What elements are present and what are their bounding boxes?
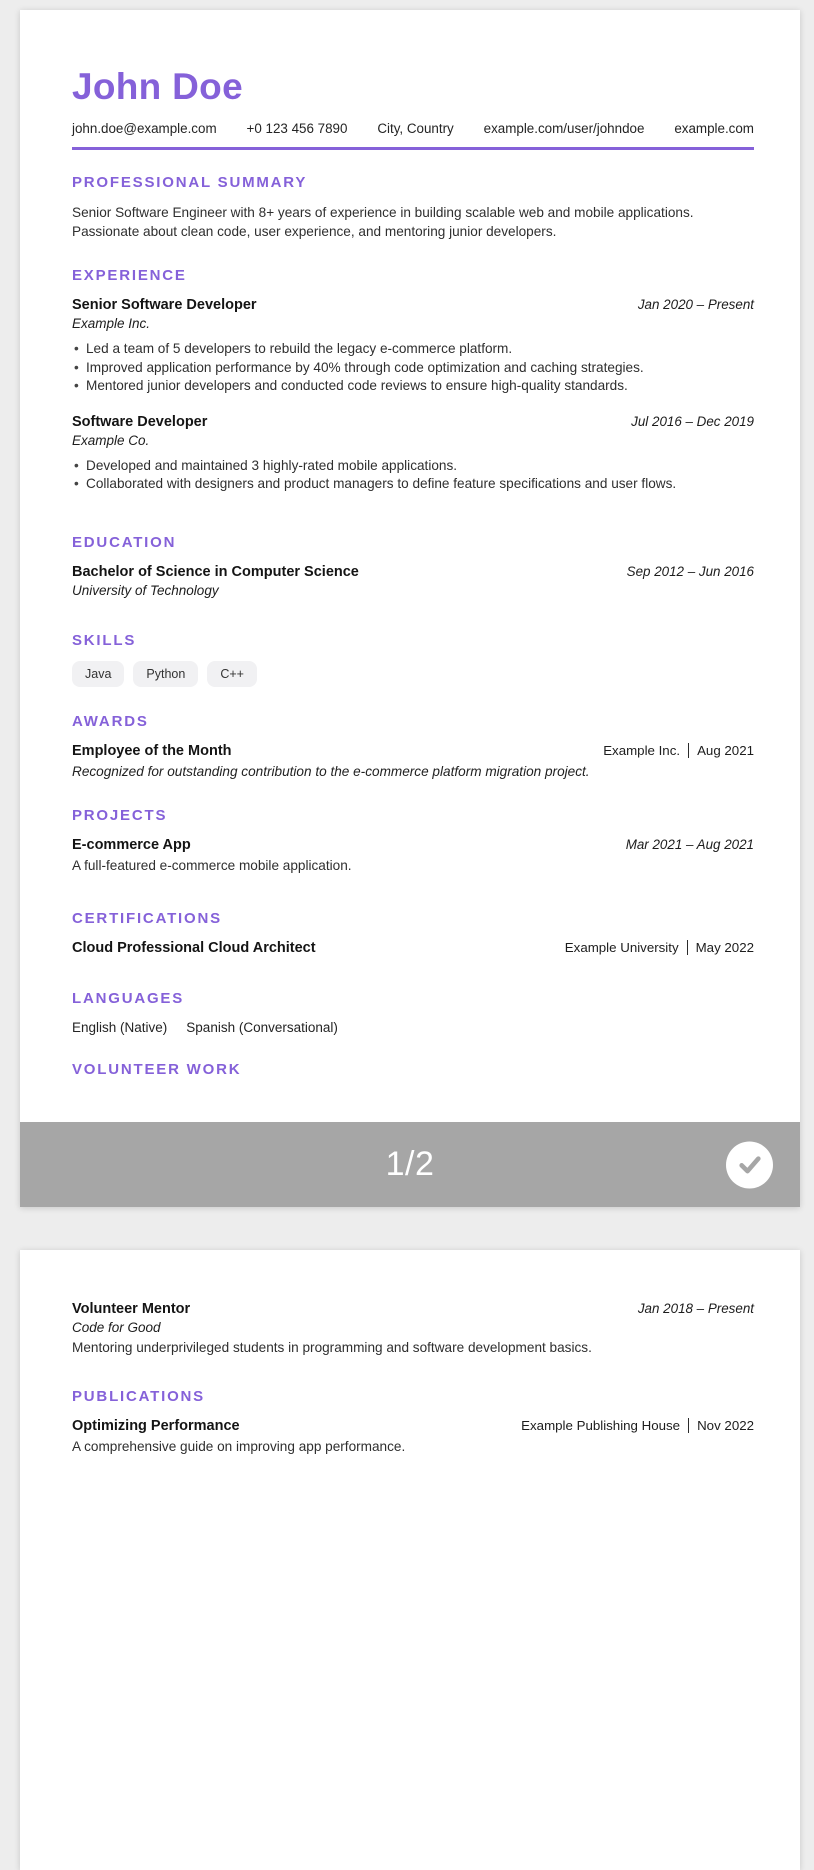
pipe-divider xyxy=(688,743,689,758)
page-indicator: 1/2 xyxy=(385,1145,435,1183)
header-divider xyxy=(72,147,754,150)
publication-description: A comprehensive guide on improving app performance. xyxy=(72,1438,406,1454)
award-item xyxy=(72,743,754,782)
experience-bullet: • Developed and maintained 3 highly-rated mobile applications. xyxy=(72,457,754,476)
resume-name: John Doe xyxy=(72,66,243,107)
section-title-certifications: CERTIFICATIONS xyxy=(72,909,222,927)
project-description: A full-featured e-commerce mobile application. xyxy=(72,858,352,873)
award-description: Recognized for outstanding contribution to the e-commerce platform migration project. xyxy=(72,763,590,779)
education-item xyxy=(72,564,754,598)
pipe-divider xyxy=(688,1418,689,1433)
volunteer-org: Code for Good xyxy=(72,1320,161,1335)
section-title-volunteer: VOLUNTEER WORK xyxy=(72,1060,242,1078)
check-icon xyxy=(735,1150,765,1180)
education-school: University of Technology xyxy=(72,582,219,598)
award-date: Aug 2021 xyxy=(697,742,754,758)
page-indicator-overlay xyxy=(20,1122,800,1207)
project-name: E-commerce App xyxy=(72,837,191,853)
publication-date: Nov 2022 xyxy=(697,1417,754,1433)
award-issuer: Example Inc. xyxy=(603,742,681,758)
contact-profile-url: example.com/user/johndoe xyxy=(483,121,645,136)
summary-text: Senior Software Engineer with 8+ years of experience in building scalable web and mobile applications. Passionate about clean code, user experience, and mentoring junior developers. xyxy=(72,205,694,239)
publication-item xyxy=(72,1418,754,1457)
section-title-publications: PUBLICATIONS xyxy=(72,1387,205,1405)
certification-meta xyxy=(565,940,754,955)
language-item: Spanish (Conversational) xyxy=(186,1019,338,1035)
resume-page-1[interactable] xyxy=(20,10,800,1207)
certification-item xyxy=(72,940,754,956)
experience-bullets xyxy=(72,457,754,494)
publication-meta xyxy=(521,1418,754,1433)
pipe-divider xyxy=(687,940,688,955)
contact-row xyxy=(72,121,754,136)
resume-page-2[interactable] xyxy=(20,1250,800,1870)
award-name: Employee of the Month xyxy=(72,742,232,759)
skill-chip: Python xyxy=(133,661,198,687)
experience-bullet: • Led a team of 5 developers to rebuild the legacy e-commerce platform. xyxy=(72,340,754,359)
languages-row xyxy=(72,1020,754,1035)
contact-website: example.com xyxy=(674,121,754,136)
volunteer-dates: Jan 2018 – Present xyxy=(637,1301,754,1316)
section-title-languages: LANGUAGES xyxy=(72,989,185,1007)
award-meta xyxy=(603,743,754,758)
contact-email: john.doe@example.com xyxy=(72,121,217,136)
publication-issuer: Example Publishing House xyxy=(521,1417,681,1433)
section-title-skills: SKILLS xyxy=(72,631,137,649)
skills-chip-row xyxy=(72,661,754,687)
education-dates: Sep 2012 – Jun 2016 xyxy=(626,563,754,579)
experience-bullet: • Collaborated with designers and product managers to define feature specifications and user flows. xyxy=(72,475,754,494)
volunteer-item xyxy=(72,1301,754,1358)
skill-chip: C++ xyxy=(207,661,257,687)
experience-role: Software Developer xyxy=(72,413,208,430)
education-degree: Bachelor of Science in Computer Science xyxy=(72,563,359,580)
volunteer-description: Mentoring underprivileged students in programming and software development basics. xyxy=(72,1340,592,1355)
skill-chip: Java xyxy=(72,661,124,687)
certification-date: May 2022 xyxy=(695,939,754,955)
experience-dates: Jul 2016 – Dec 2019 xyxy=(631,413,754,429)
volunteer-role: Volunteer Mentor xyxy=(72,1301,191,1317)
section-title-projects: PROJECTS xyxy=(72,807,168,824)
section-title-summary: PROFESSIONAL SUMMARY xyxy=(72,174,308,191)
project-dates: Mar 2021 – Aug 2021 xyxy=(625,837,754,852)
experience-bullet: • Improved application performance by 40% through code optimization and caching strategies. xyxy=(72,359,754,378)
experience-bullet: • Mentored junior developers and conducted code reviews to ensure high-quality standards. xyxy=(72,377,754,396)
experience-item xyxy=(72,297,754,396)
contact-location: City, Country xyxy=(377,121,454,136)
experience-dates: Jan 2020 – Present xyxy=(637,297,754,312)
experience-company: Example Co. xyxy=(72,432,150,448)
certification-issuer: Example University xyxy=(564,939,679,955)
section-title-experience: EXPERIENCE xyxy=(72,267,187,284)
contact-phone: +0 123 456 7890 xyxy=(246,121,348,136)
certification-name: Cloud Professional Cloud Architect xyxy=(72,939,316,956)
language-item: English (Native) xyxy=(72,1019,168,1035)
experience-role: Senior Software Developer xyxy=(72,297,257,313)
section-title-awards: AWARDS xyxy=(72,712,149,730)
project-item xyxy=(72,837,754,876)
section-title-education: EDUCATION xyxy=(72,533,177,551)
experience-item xyxy=(72,414,754,494)
experience-company: Example Inc. xyxy=(72,316,151,331)
publication-name: Optimizing Performance xyxy=(72,1417,240,1434)
page-selected-check-button[interactable] xyxy=(726,1141,773,1188)
experience-bullets xyxy=(72,340,754,396)
